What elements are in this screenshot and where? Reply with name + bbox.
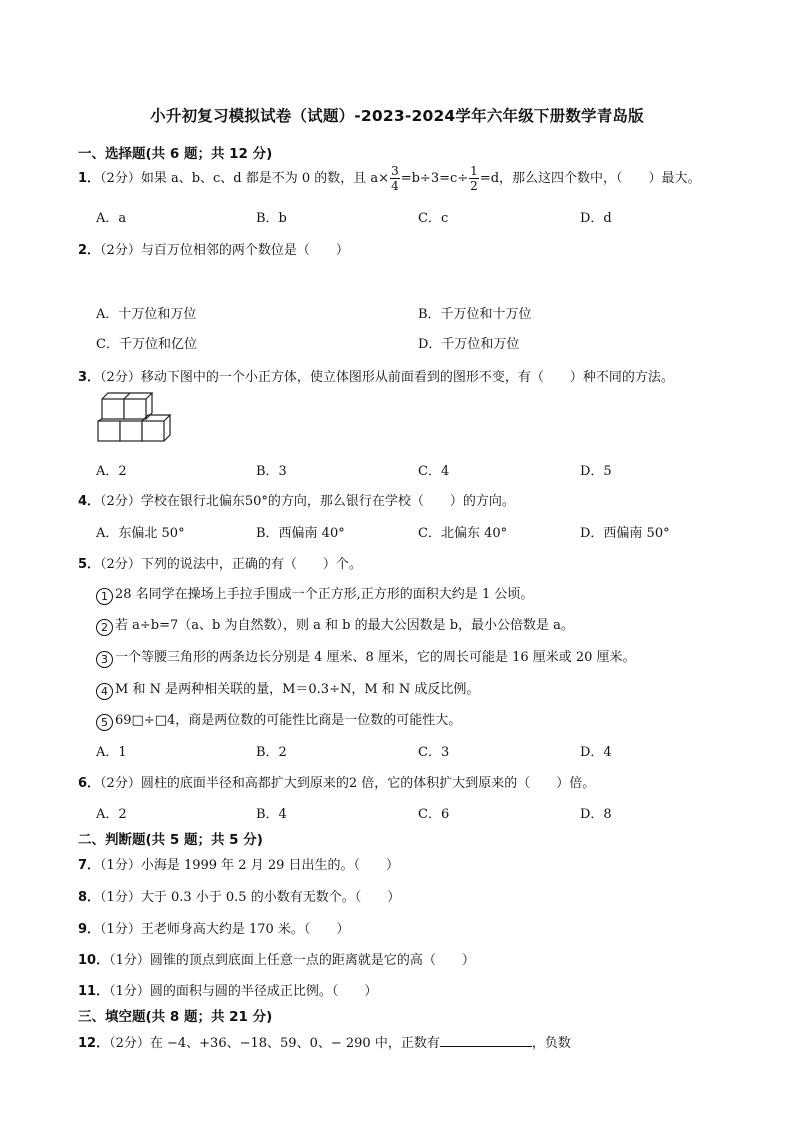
question-number: 3． — [78, 370, 101, 385]
question-text: ，负数 — [531, 1036, 571, 1051]
question-1 — [78, 165, 701, 192]
question-5 — [78, 553, 362, 572]
fraction — [390, 165, 400, 192]
circled-number: 4 — [96, 683, 113, 700]
option-b: B．3 — [256, 464, 287, 479]
question-4 — [78, 490, 515, 509]
page-title: 小升初复习模拟试卷（试题）-2023-2024学年六年级下册数学青岛版 — [150, 107, 644, 125]
option-c: C．3 — [418, 745, 450, 760]
option-a: A．a — [96, 211, 127, 226]
circled-number: 3 — [96, 651, 113, 668]
option-d: D．8 — [580, 807, 612, 822]
option-a: A．2 — [96, 807, 127, 822]
question-number: 10． — [78, 953, 110, 968]
option-a: A．1 — [96, 745, 127, 760]
fraction — [469, 165, 479, 192]
option-b: B．2 — [256, 745, 287, 760]
question-text: （2分）移动下图中的一个小正方体，使立体图形从前面看到的图形不变，有（ ）种不同的方法。 — [100, 370, 674, 385]
option-a: A．2 — [96, 464, 127, 479]
statement-3 — [96, 646, 636, 668]
option-d: D．d — [580, 211, 612, 226]
question-number: 11． — [78, 984, 110, 999]
circled-number: 5 — [96, 714, 113, 731]
option-c: C．千万位和亿位 — [96, 337, 197, 352]
option-b: B．西偏南 40° — [256, 526, 345, 541]
question-text: （2分）学校在银行北偏东50°的方向，那么银行在学校（ ）的方向。 — [100, 494, 515, 509]
statement-text: 28 名同学在操场上手拉手围成一个正方形,正方形的面积大约是 1 公顷。 — [115, 587, 534, 602]
question-text: （2分）在 −4、+36、−18、59、0、− 290 中，正数有 — [109, 1036, 440, 1051]
option-b: B．千万位和十万位 — [418, 307, 532, 322]
statement-5 — [96, 709, 461, 731]
question-text: （1分）小海是 1999 年 2 月 29 日出生的。（ ） — [100, 858, 400, 873]
option-d: D．千万位和万位 — [418, 337, 520, 352]
question-number: 5． — [78, 557, 101, 572]
question-number: 1． — [78, 171, 101, 186]
section-heading-judgment: 二、判断题(共 5 题；共 5 分) — [78, 832, 263, 848]
question-text: （2分）与百万位相邻的两个数位是（ ） — [100, 243, 349, 258]
question-text: （1分）圆锥的顶点到底面上任意一点的距离就是它的高（ ） — [109, 953, 475, 968]
option-b: B．b — [256, 211, 287, 226]
question-text: =b÷3=c÷ — [400, 171, 469, 186]
statement-text: 若 a÷b=7（a、b 为自然数），则 a 和 b 的最大公因数是 b，最小公倍数是 a。 — [115, 618, 574, 633]
numerator: 3 — [391, 164, 399, 178]
section-heading-fill: 三、填空题(共 8 题；共 21 分) — [78, 1009, 273, 1025]
option-c: C．北偏东 40° — [418, 526, 508, 541]
question-text: （1分）大于 0.3 小于 0.5 的小数有无数个。（ ） — [100, 890, 401, 905]
option-d: D．4 — [580, 745, 612, 760]
question-text: （2分）下列的说法中，正确的有（ ）个。 — [100, 557, 362, 572]
question-text: =d，那么这四个数中，（ ）最大。 — [479, 171, 701, 186]
option-c: C．6 — [418, 807, 450, 822]
question-text: （2分）如果 a、b、c、d 都是不为 0 的数，且 a× — [100, 171, 390, 186]
question-8 — [78, 886, 400, 905]
statement-text: 69□÷□4，商是两位数的可能性比商是一位数的可能性大。 — [115, 713, 462, 728]
cube-figure — [96, 391, 176, 445]
statement-2 — [96, 614, 574, 636]
option-b: B．4 — [256, 807, 287, 822]
section-heading-choice: 一、选择题(共 6 题；共 12 分) — [78, 146, 273, 162]
statement-text: 一个等腰三角形的两条边长分别是 4 厘米、8 厘米，它的周长可能是 16 厘米或 20 厘米。 — [115, 650, 636, 665]
option-a: A．东偏北 50° — [96, 526, 185, 541]
question-7 — [78, 854, 399, 873]
question-9 — [78, 918, 349, 937]
question-text: （2分）圆柱的底面半径和高都扩大到原来的2 倍，它的体积扩大到原来的（ ）倍。 — [100, 776, 596, 791]
question-3 — [78, 366, 674, 385]
denominator: 4 — [391, 179, 399, 193]
statement-1 — [96, 583, 533, 605]
statement-text: M 和 N 是两种相关联的量，M＝0.3÷N，M 和 N 成反比例。 — [115, 682, 480, 697]
question-number: 9． — [78, 922, 101, 937]
option-a: A．十万位和万位 — [96, 307, 197, 322]
option-d: D．西偏南 50° — [580, 526, 670, 541]
circled-number: 1 — [96, 588, 113, 605]
question-text: （1分）圆的面积与圆的半径成正比例。（ ） — [109, 984, 378, 999]
question-6 — [78, 772, 595, 791]
question-number: 4． — [78, 494, 101, 509]
question-text: （1分）王老师身高大约是 170 米。（ ） — [100, 922, 350, 937]
question-number: 8． — [78, 890, 101, 905]
option-c: C．c — [418, 211, 449, 226]
question-number: 12． — [78, 1036, 110, 1051]
question-number: 7． — [78, 858, 101, 873]
question-11 — [78, 980, 377, 999]
question-12 — [78, 1032, 571, 1051]
answer-blank[interactable] — [440, 1034, 532, 1047]
numerator: 1 — [470, 164, 478, 178]
denominator: 2 — [470, 179, 478, 193]
option-d: D．5 — [580, 464, 612, 479]
option-c: C．4 — [418, 464, 450, 479]
question-number: 2． — [78, 243, 101, 258]
circled-number: 2 — [96, 619, 113, 636]
question-2 — [78, 239, 349, 258]
question-number: 6． — [78, 776, 101, 791]
question-10 — [78, 949, 475, 968]
statement-4 — [96, 678, 479, 700]
